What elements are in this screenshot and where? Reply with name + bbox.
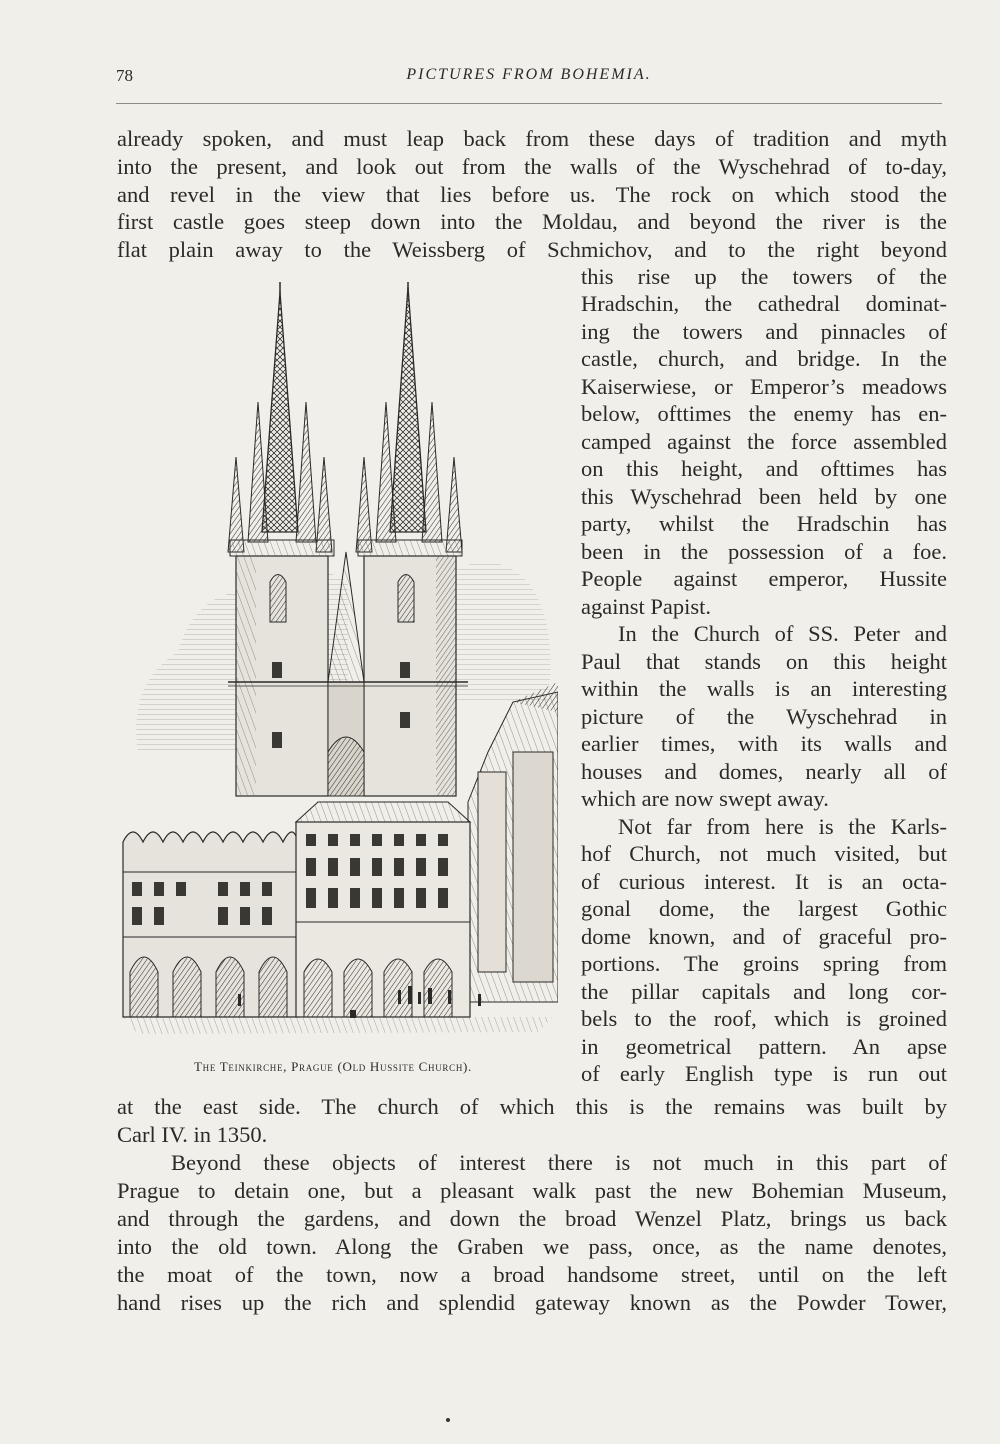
teinkirche-engraving bbox=[118, 282, 558, 1042]
header-rule bbox=[116, 103, 942, 104]
text-line: gonal dome, the largest Gothic bbox=[581, 896, 947, 921]
text-line: picture of the Wyschehrad in bbox=[581, 704, 947, 729]
page-header bbox=[116, 66, 942, 96]
text-line: into the old town. Along the Graben we pass, once, as the name denotes, bbox=[117, 1234, 947, 1259]
text-line: and through the gardens, and down the broad Wenzel Platz, brings us back bbox=[117, 1206, 947, 1231]
text-line: People against emperor, Hussite bbox=[581, 566, 947, 591]
text-line: this rise up the towers of the bbox=[581, 264, 947, 289]
text-line: into the present, and look out from the walls of the Wyschehrad of to-day, bbox=[117, 154, 947, 179]
text-line: the moat of the town, now a broad handsome street, until on the left bbox=[117, 1262, 947, 1287]
text-line: been in the possession of a foe. bbox=[581, 539, 947, 564]
text-line: hand rises up the rich and splendid gateway known as the Powder Tower, bbox=[117, 1290, 947, 1315]
text-line: earlier times, with its walls and bbox=[581, 731, 947, 756]
text-line: already spoken, and must leap back from these days of tradition and myth bbox=[117, 126, 947, 151]
text-line: below, ofttimes the enemy has en- bbox=[581, 401, 947, 426]
text-line: Prague to detain one, but a pleasant walk past the new Bohemian Museum, bbox=[117, 1178, 947, 1203]
text-line: In the Church of SS. Peter and bbox=[618, 621, 947, 646]
text-line: Kaiserwiese, or Emperor’s meadows bbox=[581, 374, 947, 399]
page-number: 78 bbox=[116, 66, 133, 85]
text-line: party, whilst the Hradschin has bbox=[581, 511, 947, 536]
text-line: ing the towers and pinnacles of bbox=[581, 319, 947, 344]
print-speck bbox=[446, 1418, 450, 1422]
text-line: on this height, and ofttimes has bbox=[581, 456, 947, 481]
text-line: houses and domes, nearly all of bbox=[581, 759, 947, 784]
text-line: Not far from here is the Karls- bbox=[618, 814, 947, 839]
right-tower-spires bbox=[356, 282, 462, 556]
text-line: the pillar capitals and long cor- bbox=[581, 979, 947, 1004]
text-line: first castle goes steep down into the Moldau, and beyond the river is the bbox=[117, 209, 947, 234]
text-line: castle, church, and bridge. In the bbox=[581, 346, 947, 371]
text-line: against Papist. bbox=[581, 594, 711, 619]
text-line: flat plain away to the Weissberg of Schmichov, and to the right beyond bbox=[117, 237, 947, 262]
text-line: dome known, and of graceful pro- bbox=[581, 924, 947, 949]
text-line: within the walls is an interesting bbox=[581, 676, 947, 701]
text-line: of curious interest. It is an octa- bbox=[581, 869, 947, 894]
text-line: Paul that stands on this height bbox=[581, 649, 947, 674]
text-line: in geometrical pattern. An apse bbox=[581, 1034, 947, 1059]
text-line: Carl IV. in 1350. bbox=[117, 1122, 268, 1147]
left-tower-spires bbox=[228, 282, 334, 556]
text-line: and revel in the view that lies before us. The rock on which stood the bbox=[117, 182, 947, 207]
running-title: PICTURES FROM BOHEMIA. bbox=[406, 66, 652, 83]
figure-caption: The Teinkirche, Prague (Old Hussite Church). bbox=[193, 1059, 473, 1074]
text-line: this Wyschehrad been held by one bbox=[581, 484, 947, 509]
text-line: Hradschin, the cathedral dominat- bbox=[581, 291, 947, 316]
text-line: portions. The groins spring from bbox=[581, 951, 947, 976]
text-line: hof Church, not much visited, but bbox=[581, 841, 947, 866]
text-line: camped against the force assembled bbox=[581, 429, 947, 454]
text-line: which are now swept away. bbox=[581, 786, 829, 811]
text-line: Beyond these objects of interest there is not much in this part of bbox=[171, 1150, 947, 1175]
text-line: bels to the roof, which is groined bbox=[581, 1006, 947, 1031]
text-line: at the east side. The church of which this is the remains was built by bbox=[117, 1094, 947, 1119]
text-line: of early English type is run out bbox=[581, 1061, 947, 1086]
